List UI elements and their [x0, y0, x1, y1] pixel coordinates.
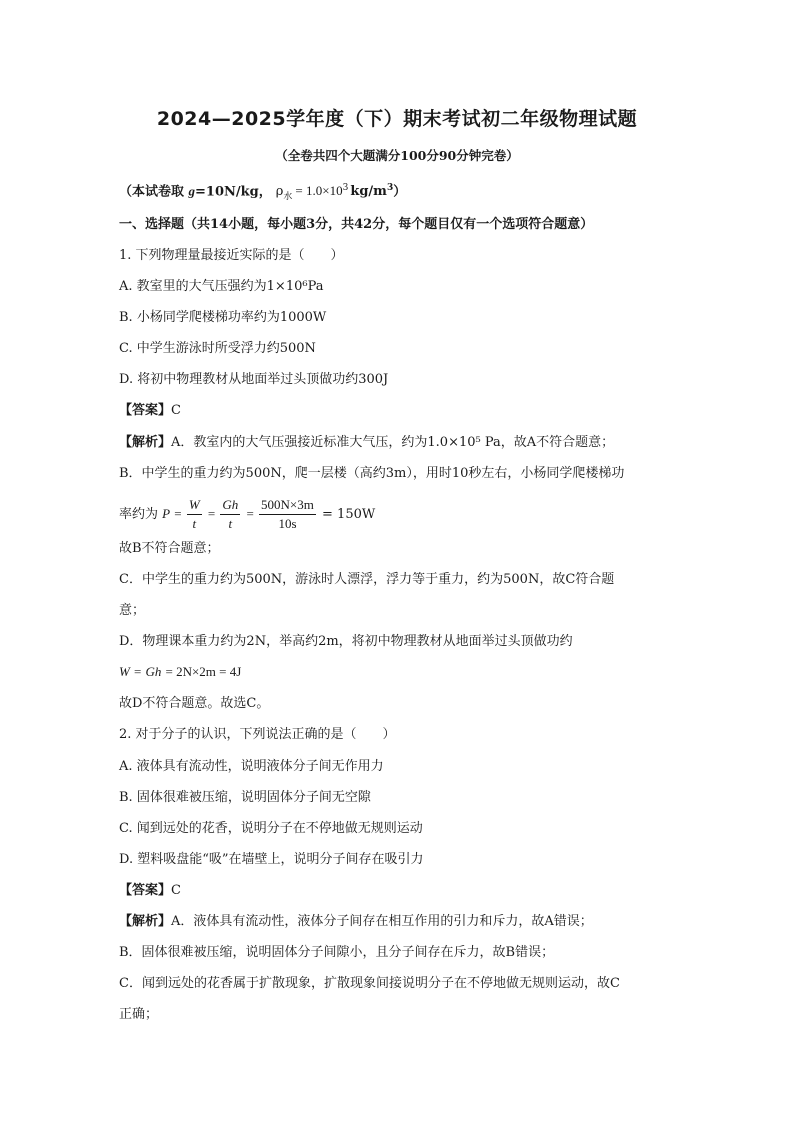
answer-label: 【答案】 — [119, 883, 172, 898]
q2-option-c: C. 闻到远处的花香，说明分子在不停地做无规则运动 — [119, 821, 423, 836]
q2-option-a: A. 液体具有流动性，说明液体分子间无作用力 — [119, 759, 384, 774]
page-title: 2024—2025学年度（下）期末考试初二年级物理试题 — [156, 108, 638, 130]
q1-option-a: A. 教室里的大气压强约为1×10⁶Pa — [119, 279, 324, 294]
q1-option-c: C. 中学生游泳时所受浮力约500N — [119, 341, 316, 356]
q1-analysis-line-d: D．物理课本重力约为2N，举高约2m，将初中物理教材从地面举过头顶做功约 — [119, 634, 573, 649]
q2-option-d: D. 塑料吸盘能“吸”在墙壁上，说明分子间存在吸引力 — [119, 852, 424, 867]
answer-value: C — [171, 403, 181, 418]
formula-result: = 150W — [322, 507, 376, 522]
q2-analysis-line-b: B．固体很难被压缩，说明固体分子间隙小，且分子间存在斥力，故B错误； — [119, 945, 555, 960]
fraction-values: $\frac{500N\times 3m}{10s}$ — [261, 497, 314, 531]
q1-analysis-line-1: 【解析】A．教室内的大气压强接近标准大气压，约为1.0×10⁵ Pa，故A不符合题意； — [119, 435, 615, 450]
rho-unit: kg/m — [350, 184, 387, 200]
q1-analysis-conclusion: 故D不符合题意。故选C。 — [119, 696, 270, 711]
answer-label: 【答案】 — [119, 403, 172, 418]
rho-exp: 3 — [342, 183, 349, 193]
q2-analysis-line-c: C．闻到远处的花香属于扩散现象，扩散现象间接说明分子在不停地做无规则运动，故C — [119, 976, 620, 991]
formula-lhs: P — [162, 506, 171, 521]
answer-value: C — [171, 883, 181, 898]
q2-stem: 2. 对于分子的认识，下列说法正确的是（ ） — [119, 727, 396, 742]
constants-note — [119, 178, 679, 207]
analysis-label: 【解析】 — [119, 435, 172, 450]
section-heading: 一、选择题（共14小题，每小题3分，共42分，每个题目仅有一个选项符合题意） — [119, 217, 594, 232]
fraction-gh-over-t: $\frac{Gh}{t}$ — [222, 497, 239, 531]
q1-option-d: D. 将初中物理教材从地面举过头顶做功约300J — [119, 372, 389, 387]
rho-symbol: ρ — [275, 184, 284, 200]
g-symbol: g — [188, 183, 196, 199]
q1-stem: 1. 下列物理量最接近实际的是（ ） — [119, 248, 344, 263]
q1-work-formula: W = Gh = 2N×2m = 4J — [119, 664, 242, 679]
rho-subscript: 水 — [283, 191, 293, 202]
q1-analysis-line-b-end: 故B不符合题意； — [119, 541, 220, 556]
q1-option-b: B. 小杨同学爬楼梯功率约为1000W — [119, 310, 327, 325]
q2-answer — [119, 881, 679, 901]
rho-eq: = 1.0×10 — [295, 183, 343, 199]
q1-answer — [119, 401, 679, 421]
q2-analysis-line-a: 【解析】A．液体具有流动性，液体分子间存在相互作用的引力和斥力，故A错误； — [119, 914, 593, 929]
constants-suffix: ） — [393, 184, 407, 200]
page-subtitle: （全卷共四个大题满分100分90分钟完卷） — [275, 148, 519, 163]
q2-option-b: B. 固体很难被压缩，说明固体分子间无空隙 — [119, 790, 371, 805]
rho-unit-exp: 3 — [386, 183, 394, 193]
q1-power-formula: 率约为 P = $\frac{W}{t}$ = $\frac{Gh}{t}$ = $\frac{500N\times 3m}{10s}$ = 150W — [119, 497, 376, 531]
constants-prefix: （本试卷取 — [119, 184, 189, 200]
q1-analysis-line-c: C．中学生的重力约为500N，游泳时人漂浮，浮力等于重力，约为500N，故C符合题 — [119, 572, 615, 587]
g-value: =10N/kg， — [195, 184, 272, 200]
fraction-w-over-t: $\frac{W}{t}$ — [188, 497, 200, 531]
q1-analysis-line-2: B．中学生的重力约为500N，爬一层楼（高约3m），用时10秒左右，小杨同学爬楼梯功 — [119, 466, 625, 481]
analysis-label: 【解析】 — [119, 914, 172, 929]
q1-analysis-line-c-end: 意； — [119, 603, 146, 618]
q2-analysis-line-c-end: 正确； — [119, 1007, 159, 1022]
